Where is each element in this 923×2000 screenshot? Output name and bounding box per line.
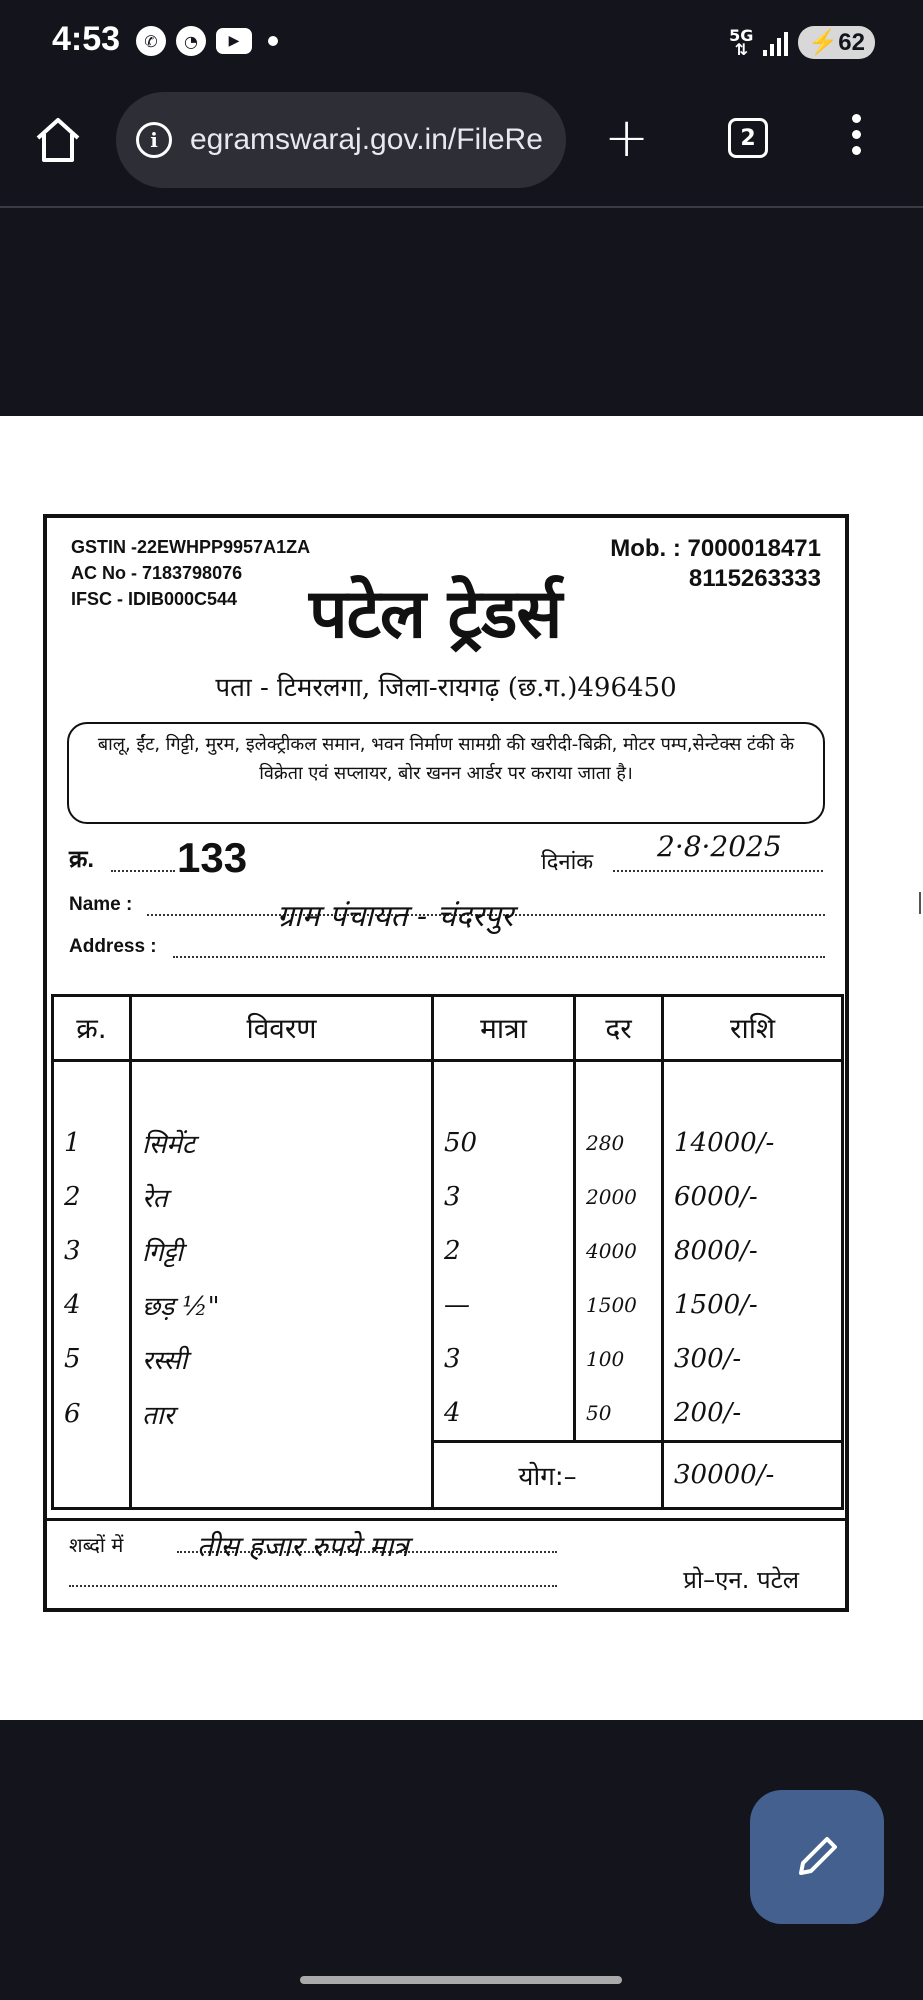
bank-details — [71, 534, 310, 612]
row-item: छड़ ½" — [131, 1278, 433, 1332]
row-qty: — — [433, 1278, 575, 1332]
home-button[interactable] — [30, 112, 86, 168]
row-qty: 3 — [433, 1332, 575, 1386]
row-amount: 300/- — [663, 1332, 843, 1386]
header-quantity: मात्रा — [433, 996, 575, 1061]
total-label: योग:– — [433, 1442, 663, 1509]
row-item: तार — [131, 1386, 433, 1442]
notification-icons — [136, 26, 278, 56]
address-bar[interactable] — [116, 92, 566, 188]
new-tab-button[interactable]: + — [604, 106, 650, 169]
edit-button[interactable] — [750, 1790, 884, 1924]
browser-toolbar — [0, 88, 923, 208]
table-row — [53, 1224, 843, 1278]
row-rate: 1500 — [575, 1278, 663, 1332]
app-notification-icon: ◔ — [176, 26, 206, 56]
status-time: 4:53 — [52, 20, 121, 58]
row-amount: 200/- — [663, 1386, 843, 1442]
date-label: दिनांक — [541, 850, 594, 875]
address-dots — [173, 956, 825, 958]
document-viewer[interactable] — [0, 416, 923, 1720]
row-qty: 50 — [433, 1116, 575, 1170]
serial-dots — [111, 870, 175, 872]
row-serial: 3 — [53, 1224, 131, 1278]
table-row — [53, 1386, 843, 1442]
row-amount: 14000/- — [663, 1116, 843, 1170]
firm-address: पता - टिमरलगा, जिला-रायगढ़ (छ.ग.)496450 — [215, 673, 677, 703]
tab-switcher-button[interactable] — [728, 118, 768, 158]
row-qty: 2 — [433, 1224, 575, 1278]
row-serial: 2 — [53, 1170, 131, 1224]
gstin: GSTIN -22EWHPP9957A1ZA — [71, 537, 311, 557]
header-amount: राशि — [663, 996, 843, 1061]
header-description: विवरण — [131, 996, 433, 1061]
row-item: सिमेंट — [131, 1116, 433, 1170]
row-amount: 6000/- — [663, 1170, 843, 1224]
whatsapp-icon: ✆ — [136, 26, 166, 56]
header-rate: दर — [575, 996, 663, 1061]
mobile-1: Mob. : 7000018471 — [610, 535, 821, 562]
row-amount: 1500/- — [663, 1278, 843, 1332]
page-edge — [919, 892, 921, 914]
gesture-navigation-bar[interactable] — [300, 1976, 622, 1984]
table-row — [53, 1116, 843, 1170]
row-serial: 1 — [53, 1116, 131, 1170]
business-description: बालू, ईंट, गिट्टी, मुरम, इलेक्ट्रीकल समान, भवन निर्माण सामग्री की खरीदी-बिक्री, मोटर पम्प,सेन्टेक्स टंकी के विक्रेता एवं सप्लायर, बोर खनन आर्डर पर कराया जाता है। — [67, 722, 825, 824]
amount-in-words: तीस हजार रुपये मात्र — [197, 1530, 409, 1563]
network-label: 5G — [729, 25, 754, 45]
name-label: Name : — [69, 894, 133, 915]
row-item: गिट्टी — [131, 1224, 433, 1278]
row-rate: 2000 — [575, 1170, 663, 1224]
items-table — [51, 994, 844, 1510]
row-rate: 50 — [575, 1386, 663, 1442]
more-menu-button[interactable] — [852, 114, 861, 155]
account-number: AC No - 7183798076 — [71, 563, 243, 583]
row-amount: 8000/- — [663, 1224, 843, 1278]
name-value: ग्राम पंचायत - चंदरपुर — [277, 899, 514, 934]
youtube-icon: ▶ — [216, 28, 252, 54]
serial-label: क्र. — [69, 846, 95, 873]
words-label: शब्दों में — [69, 1533, 124, 1557]
row-rate: 4000 — [575, 1224, 663, 1278]
row-rate: 280 — [575, 1116, 663, 1170]
ifsc-code: IFSC - IDIB000C544 — [71, 589, 238, 609]
pencil-icon — [789, 1829, 845, 1885]
more-notifications-dot-icon — [268, 36, 278, 46]
total-row — [53, 1442, 843, 1509]
serial-number: 133 — [177, 834, 248, 881]
header-serial: क्र. — [53, 996, 131, 1061]
invoice — [43, 514, 849, 1612]
date-dots — [613, 870, 823, 872]
site-info-icon[interactable]: i — [136, 122, 172, 158]
table-header-row — [53, 996, 843, 1061]
total-amount: 30000/- — [663, 1442, 843, 1509]
row-qty: 4 — [433, 1386, 575, 1442]
row-rate: 100 — [575, 1332, 663, 1386]
mobile-2: 8115263333 — [688, 565, 821, 592]
row-serial: 4 — [53, 1278, 131, 1332]
row-item: रेत — [131, 1170, 433, 1224]
signal-strength-icon — [763, 30, 788, 56]
table-row — [53, 1332, 843, 1386]
url-text[interactable]: egramswaraj.gov.in/FileRe — [190, 123, 543, 156]
firm-name: पटेल ट्रेडर्स — [309, 575, 562, 654]
address-label: Address : — [69, 936, 157, 957]
mobile-numbers — [610, 534, 821, 594]
status-bar — [0, 0, 923, 88]
row-item: रस्सी — [131, 1332, 433, 1386]
battery-indicator: ⚡62 — [798, 26, 875, 59]
table-row — [53, 1170, 843, 1224]
row-serial: 5 — [53, 1332, 131, 1386]
date-value: 2·8·2025 — [657, 830, 782, 863]
network-type-icon: 5G ⇅ — [729, 25, 754, 59]
words-dots-2 — [69, 1585, 557, 1587]
table-row — [53, 1278, 843, 1332]
row-qty: 3 — [433, 1170, 575, 1224]
home-icon — [30, 112, 86, 168]
amount-in-words-row — [47, 1518, 845, 1611]
battery-level: 62 — [838, 29, 865, 56]
system-icons — [729, 26, 875, 59]
tab-count: 2 — [740, 125, 756, 151]
row-serial: 6 — [53, 1386, 131, 1442]
proprietor-signature: प्रो–एन. पटेल — [683, 1566, 799, 1594]
